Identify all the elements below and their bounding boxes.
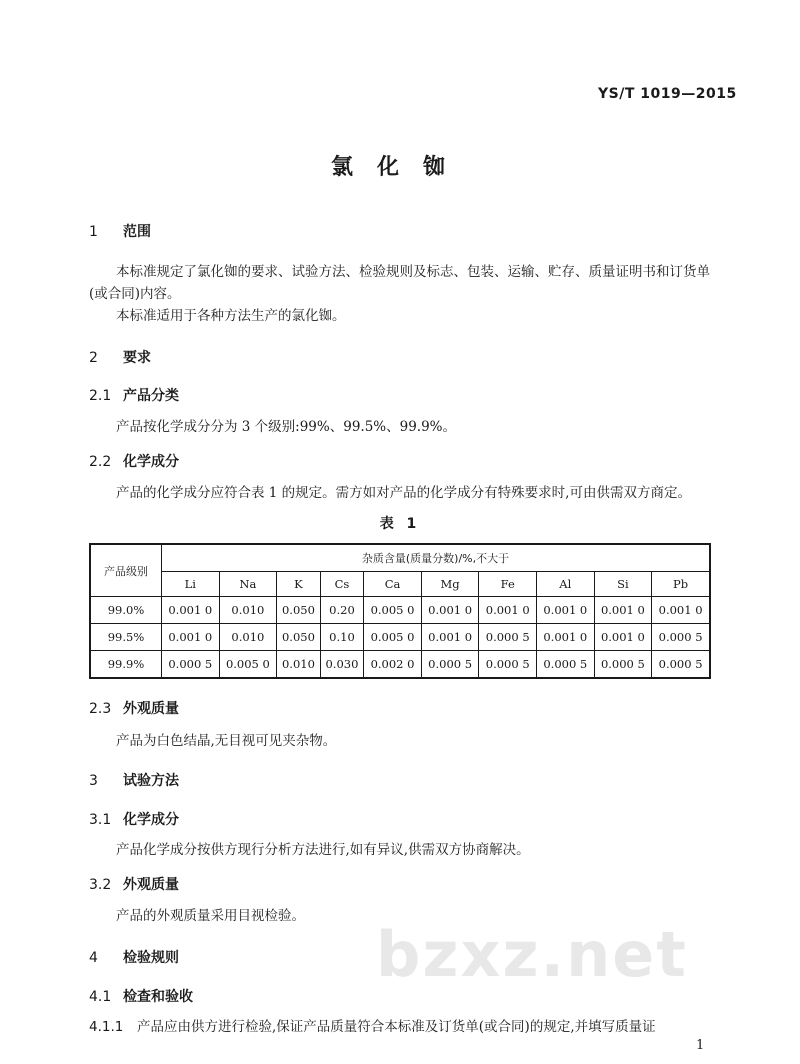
section-title: 化学成分 <box>123 812 179 828</box>
watermark: bzxz.net <box>376 918 688 991</box>
element-header-row <box>90 572 710 597</box>
value-cell: 0.001 0 <box>162 624 220 651</box>
section-3-2-heading <box>89 874 179 894</box>
paragraph: 本标准规定了氯化铷的要求、试验方法、检验规则及标志、包装、运输、贮存、质量证明书和订货单 <box>116 264 710 280</box>
value-cell: 0.002 0 <box>364 651 422 679</box>
clause-4-1-1 <box>89 1017 656 1037</box>
section-2-2-heading <box>89 451 179 471</box>
value-cell: 0.030 <box>320 651 364 679</box>
level-header: 产品级别 <box>90 544 162 597</box>
level-cell: 99.5% <box>90 624 162 651</box>
section-1-heading <box>89 221 151 241</box>
value-cell: 0.010 <box>219 624 277 651</box>
section-number: 1 <box>89 224 98 240</box>
value-cell: 0.050 <box>277 624 321 651</box>
paragraph: 产品为白色结晶,无目视可见夹杂物。 <box>116 733 337 749</box>
section-2-1-heading <box>89 385 179 405</box>
section-number: 2.3 <box>89 701 112 717</box>
section-number: 3.1 <box>89 812 112 828</box>
value-cell: 0.20 <box>320 597 364 624</box>
value-cell: 0.001 0 <box>652 597 710 624</box>
value-cell: 0.001 0 <box>421 597 479 624</box>
value-cell: 0.001 0 <box>537 597 595 624</box>
value-cell: 0.10 <box>320 624 364 651</box>
value-cell: 0.005 0 <box>364 597 422 624</box>
element-header: Cs <box>320 572 364 597</box>
section-title: 产品分类 <box>123 388 179 404</box>
value-cell: 0.000 5 <box>652 624 710 651</box>
element-header: Si <box>594 572 652 597</box>
section-number: 2.1 <box>89 388 112 404</box>
document-title: 氯化铷 <box>330 155 469 180</box>
element-header: Pb <box>652 572 710 597</box>
value-cell: 0.010 <box>219 597 277 624</box>
section-title: 范围 <box>123 224 151 240</box>
value-cell: 0.050 <box>277 597 321 624</box>
element-header: Al <box>537 572 595 597</box>
table-1 <box>89 543 711 679</box>
section-number: 3.2 <box>89 877 112 893</box>
value-cell: 0.001 0 <box>421 624 479 651</box>
value-cell: 0.000 5 <box>537 651 595 679</box>
paragraph: 产品的化学成分应符合表 1 的规定。需方如对产品的化学成分有特殊要求时,可由供需双方商定。 <box>116 485 691 501</box>
value-cell: 0.000 5 <box>421 651 479 679</box>
value-cell: 0.005 0 <box>364 624 422 651</box>
section-2-heading <box>89 347 151 367</box>
value-cell: 0.010 <box>277 651 321 679</box>
element-header: Ca <box>364 572 422 597</box>
paragraph: 产品按化学成分分为 3 个级别:99%、99.5%、99.9%。 <box>116 419 456 435</box>
table-row <box>90 624 710 651</box>
element-header: K <box>277 572 321 597</box>
table-row <box>90 651 710 679</box>
table-row <box>90 597 710 624</box>
value-cell: 0.000 5 <box>594 651 652 679</box>
value-cell: 0.001 0 <box>479 597 537 624</box>
level-cell: 99.9% <box>90 651 162 679</box>
element-header: Na <box>219 572 277 597</box>
paragraph: 产品的外观质量采用目视检验。 <box>116 908 305 924</box>
value-cell: 0.001 0 <box>594 624 652 651</box>
element-header: Mg <box>421 572 479 597</box>
section-3-1-heading <box>89 809 179 829</box>
level-cell: 99.0% <box>90 597 162 624</box>
clause-number: 4.1.1 <box>89 1019 124 1035</box>
section-title: 要求 <box>123 350 151 366</box>
page-number: 1 <box>696 1038 705 1053</box>
element-header: Fe <box>479 572 537 597</box>
section-4-heading <box>89 947 179 967</box>
section-number: 4 <box>89 950 98 966</box>
paragraph: 本标准适用于各种方法生产的氯化铷。 <box>116 308 346 324</box>
standard-number: YS/T 1019—2015 <box>598 86 737 102</box>
clause-text: 产品应由供方进行检验,保证产品质量符合本标准及订货单(或合同)的规定,并填写质量证 <box>137 1019 656 1035</box>
section-number: 2 <box>89 350 98 366</box>
value-cell: 0.001 0 <box>162 597 220 624</box>
paragraph: (或合同)内容。 <box>89 286 181 302</box>
value-cell: 0.000 5 <box>162 651 220 679</box>
section-number: 4.1 <box>89 989 112 1005</box>
section-title: 试验方法 <box>123 773 179 789</box>
section-4-1-heading <box>89 986 193 1006</box>
paragraph: 产品化学成分按供方现行分析方法进行,如有异议,供需双方协商解决。 <box>116 842 530 858</box>
element-header: Li <box>162 572 220 597</box>
value-cell: 0.005 0 <box>219 651 277 679</box>
value-cell: 0.001 0 <box>594 597 652 624</box>
value-cell: 0.000 5 <box>479 624 537 651</box>
value-cell: 0.000 5 <box>479 651 537 679</box>
impurity-header: 杂质含量(质量分数)/%,不大于 <box>162 544 711 572</box>
table-caption: 表 1 <box>379 516 421 532</box>
section-title: 化学成分 <box>123 454 179 470</box>
section-number: 2.2 <box>89 454 112 470</box>
section-title: 检查和验收 <box>123 989 193 1005</box>
section-title: 检验规则 <box>123 950 179 966</box>
value-cell: 0.001 0 <box>537 624 595 651</box>
section-2-3-heading <box>89 698 179 718</box>
section-title: 外观质量 <box>123 877 179 893</box>
value-cell: 0.000 5 <box>652 651 710 679</box>
section-3-heading <box>89 770 179 790</box>
section-title: 外观质量 <box>123 701 179 717</box>
section-number: 3 <box>89 773 98 789</box>
